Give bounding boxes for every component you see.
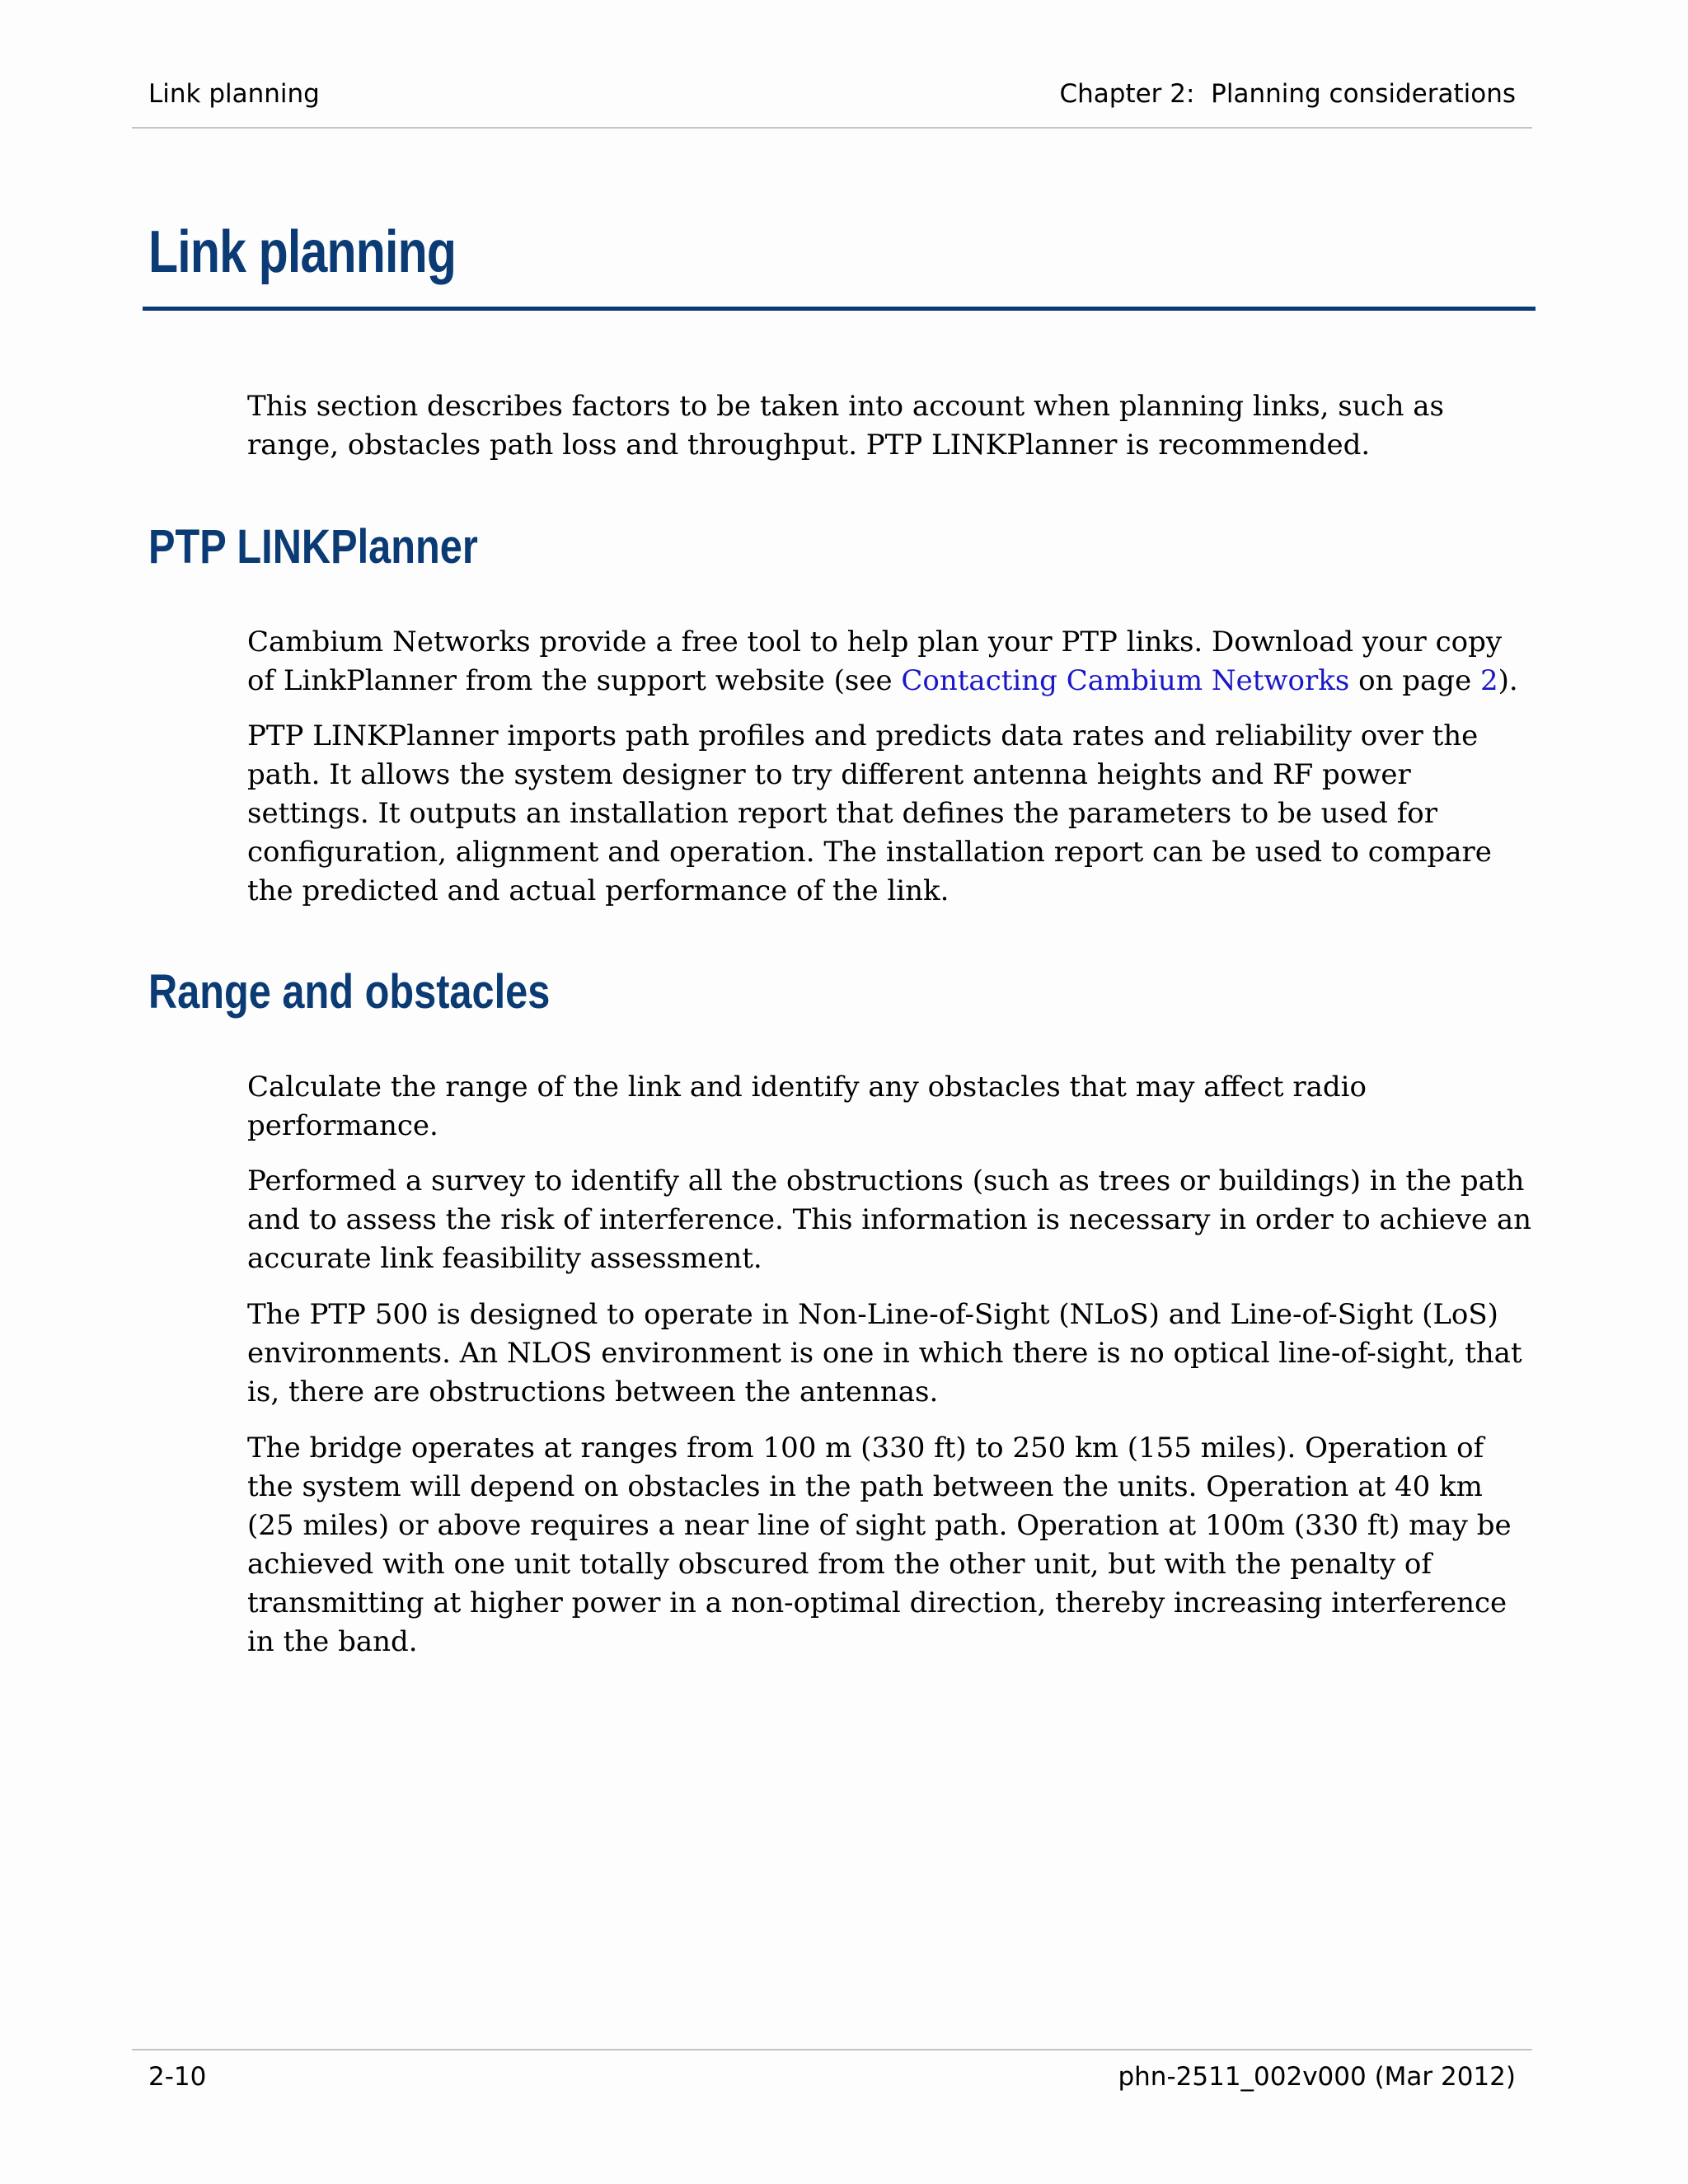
- intro-paragraph: This section describes factors to be taken into account when planning links, such as range, obstacles path loss and throughput. PTP LINKPlanner is recommended.: [247, 390, 1445, 462]
- linkplanner-paragraph-2: PTP LINKPlanner imports path profiles and predicts data rates and reliability over the path. It allows the system designer to try different antenna heights and RF power settings. It outputs an installation report that defines the parameters to be used for configuration, alignment and operation. The installation report can be used to compare the predicted and actual performance of the link.: [247, 719, 1492, 907]
- range-paragraph-2: Performed a survey to identify all the obstructions (such as trees or buildings) in the path and to assess the risk of interference. This information is necessary in order to achieve an accurate link feasibility assessment.: [247, 1165, 1532, 1275]
- page-footer: [132, 2049, 1532, 2116]
- title-divider: [143, 307, 1536, 311]
- linkplanner-p1-mid: on page: [1349, 664, 1480, 697]
- range-paragraph-1: Calculate the range of the link and identify any obstacles that may affect radio performance.: [247, 1071, 1367, 1142]
- linkplanner-paragraph-1: [247, 623, 1533, 701]
- page-number: 2-10: [148, 2062, 207, 2092]
- page-header: [132, 0, 1532, 129]
- linkplanner-p1-end: ).: [1498, 664, 1518, 697]
- page-title: Link planning: [148, 219, 457, 285]
- header-chapter-title: Chapter 2: Planning considerations: [1059, 79, 1516, 109]
- heading-ptp-linkplanner: PTP LINKPlanner: [148, 520, 478, 574]
- contacting-cambium-link[interactable]: Contacting Cambium Networks: [901, 664, 1350, 697]
- header-section-title: Link planning: [148, 79, 320, 109]
- range-paragraph-4: The bridge operates at ranges from 100 m (330 ft) to 250 km (155 miles). Operation of the system will depend on obstacles in the path between the units. Operation at 40 km (25 miles) or above requires a near line of sight path. Operation at 100m (330 ft) may be achieved with one unit totally obscured from the other unit, but with the penalty of transmitting at higher power in a non-optimal direction, thereby increasing interference in the band.: [247, 1432, 1512, 1658]
- document-id: phn-2511_002v000 (Mar 2012): [1118, 2062, 1516, 2092]
- heading-range-and-obstacles: Range and obstacles: [148, 965, 551, 1019]
- range-paragraph-3: The PTP 500 is designed to operate in Non-Line-of-Sight (NLoS) and Line-of-Sight (LoS) environments. An NLOS environment is one in which there is no optical line-of-sight, that is, there are obstructions between the antennas.: [247, 1298, 1522, 1408]
- page-reference-link[interactable]: 2: [1480, 664, 1498, 697]
- linkplanner-p1-text: Cambium Networks provide a free tool to help plan your PTP links. Download your copy of LinkPlanner from the support website (see: [247, 626, 1503, 697]
